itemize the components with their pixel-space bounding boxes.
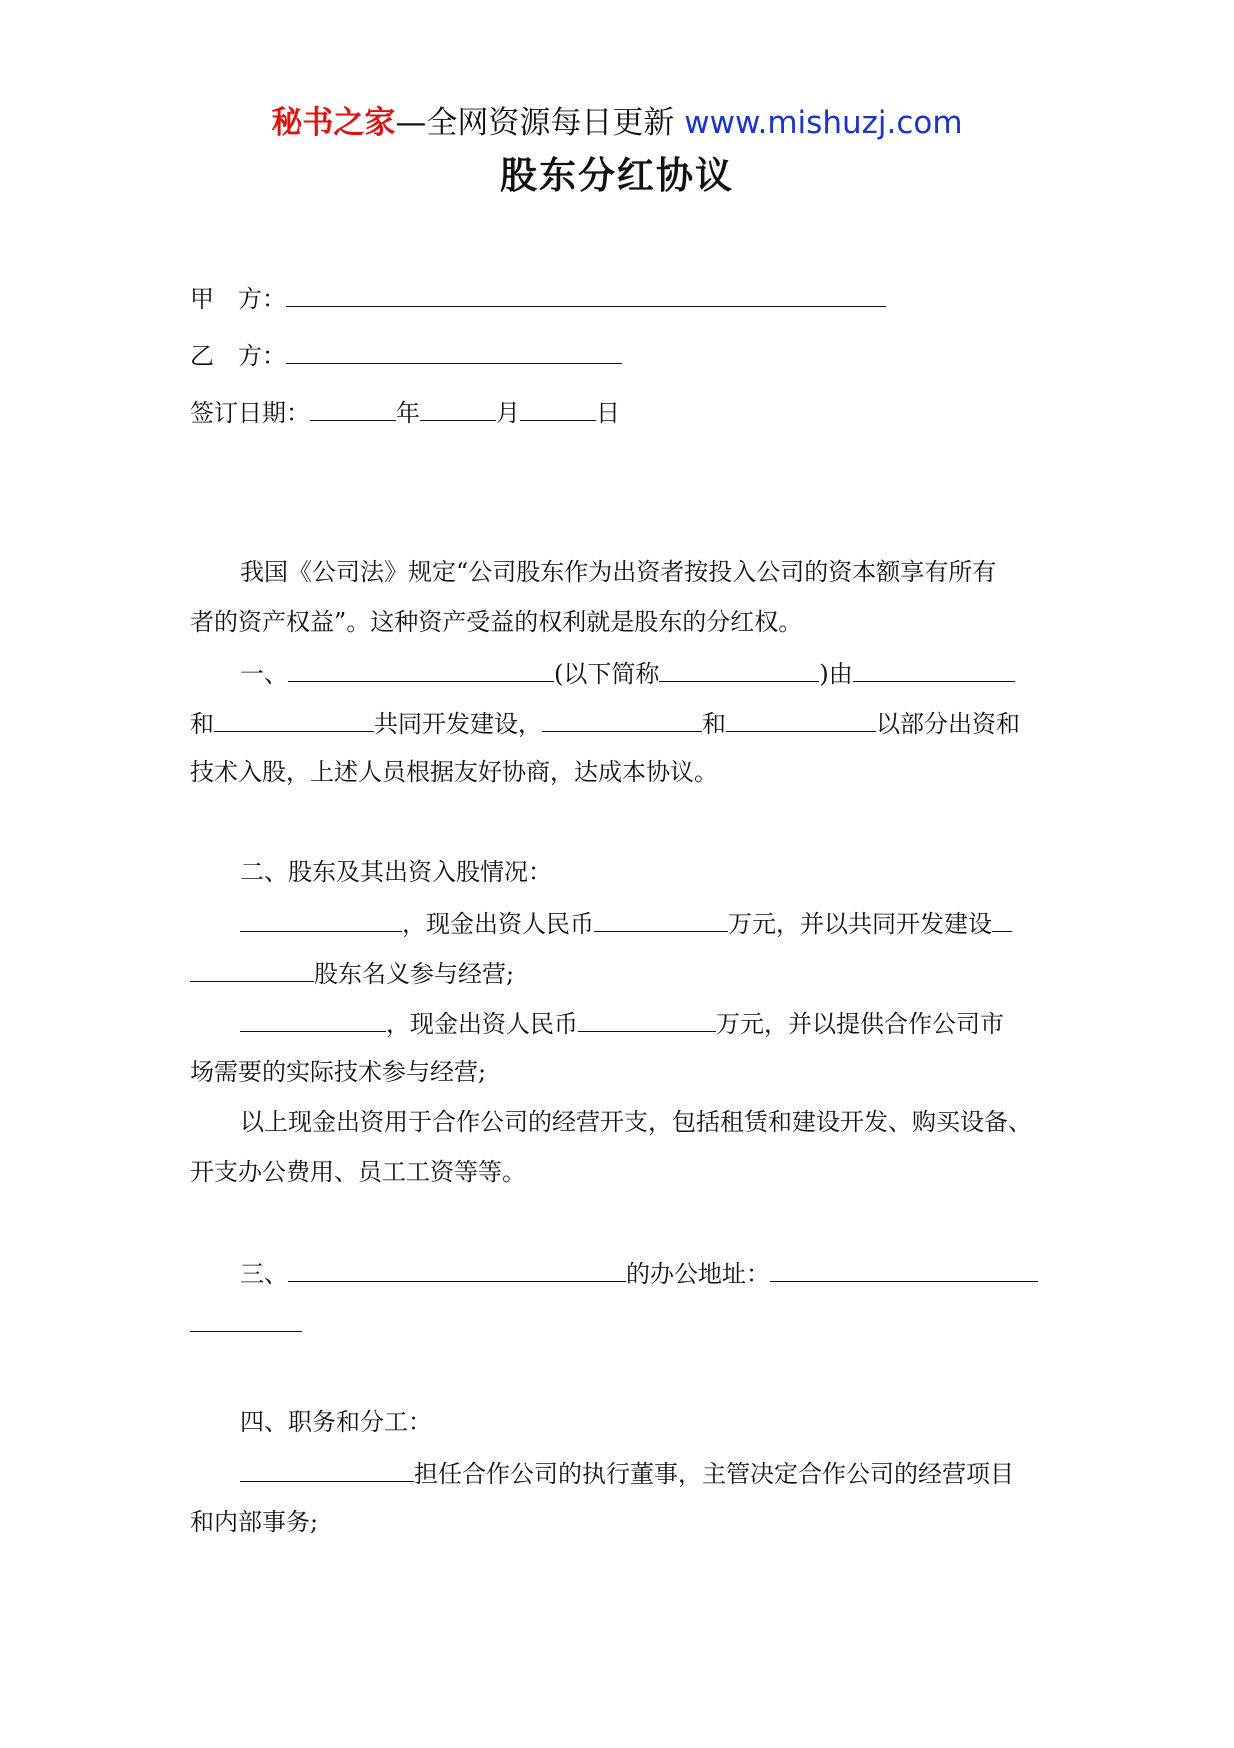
intro-line-2: 者的资产权益”。这种资产受益的权利就是股东的分红权。 <box>190 608 803 636</box>
investor-2-blank[interactable] <box>726 705 876 732</box>
shareholder-a-role: 股东名义参与经营; <box>314 960 515 988</box>
office-address-label: 的办公地址： <box>626 1260 770 1288</box>
shareholder-a-line-1 <box>240 905 1012 941</box>
section-1-line-3: 技术入股，上述人员根据友好协商，达成本协议。 <box>190 758 718 786</box>
shareholder-a-line-2 <box>190 955 514 991</box>
company-name-blank[interactable] <box>288 655 554 682</box>
party-a-line <box>190 280 886 316</box>
shareholder-a-amount-blank[interactable] <box>594 905 728 932</box>
party-b-label-tail: 方： <box>238 342 286 370</box>
shareholder-b-cash-label: ，现金出资人民币 <box>386 1010 578 1038</box>
shareholder-a-dev-blank-2[interactable] <box>190 955 314 982</box>
section-3-line-2 <box>190 1305 302 1341</box>
founder-2-blank[interactable] <box>214 705 374 732</box>
office-address-blank-2[interactable] <box>190 1305 302 1332</box>
section-4-heading: 四、职务和分工： <box>240 1408 432 1436</box>
close-by-label: )由 <box>819 660 853 688</box>
section-3-line-1 <box>240 1255 1038 1291</box>
sign-day-blank[interactable] <box>520 394 596 421</box>
abbr-blank[interactable] <box>659 655 819 682</box>
shareholder-b-amount-blank[interactable] <box>578 1005 716 1032</box>
site-url-link[interactable]: www.mishuzj.com <box>684 105 963 141</box>
and-label-2: 和 <box>702 710 726 738</box>
party-b-blank[interactable] <box>286 337 622 364</box>
shareholder-b-line-1 <box>240 1005 1004 1041</box>
day-label: 日 <box>596 399 620 427</box>
party-b-label: 乙 <box>190 342 214 370</box>
duty-text: 担任合作公司的执行董事，主管决定合作公司的经营项目 <box>414 1460 1014 1488</box>
shareholder-a-name-blank[interactable] <box>240 905 402 932</box>
abbr-label: (以下简称 <box>554 660 660 688</box>
sign-date-line <box>190 394 620 430</box>
party-a-label-tail: 方： <box>238 285 286 313</box>
investor-1-blank[interactable] <box>542 705 702 732</box>
party-a-label: 甲 <box>190 285 214 313</box>
office-address-blank[interactable] <box>770 1255 1038 1282</box>
sign-date-label: 签订日期： <box>190 399 310 427</box>
brand-name: 秘书之家 <box>271 105 396 141</box>
shareholder-b-line-2: 场需要的实际技术参与经营; <box>190 1058 487 1086</box>
shareholder-b-name-blank[interactable] <box>240 1005 386 1032</box>
shareholder-a-tail: 万元，并以共同开发建设 <box>728 910 992 938</box>
section-1-line-1 <box>240 655 1015 691</box>
section-1-line-2 <box>190 705 1020 741</box>
document-title: 股东分红协议 <box>500 153 734 197</box>
usage-line-2: 开支办公费用、员工工资等等。 <box>190 1158 526 1186</box>
shareholder-b-tail: 万元，并以提供合作公司市 <box>716 1010 1004 1038</box>
party-b-line <box>190 337 622 373</box>
office-company-blank[interactable] <box>288 1255 626 1282</box>
intro-line-1: 我国《公司法》规定“公司股东作为出资者按投入公司的资本额享有所有 <box>240 558 997 586</box>
founder-1-blank[interactable] <box>853 655 1015 682</box>
sign-year-blank[interactable] <box>310 394 396 421</box>
year-label: 年 <box>396 399 420 427</box>
duty-line-1 <box>240 1455 1014 1491</box>
partial-label: 以部分出资和 <box>876 710 1020 738</box>
section-2-heading: 二、股东及其出资入股情况： <box>240 858 552 886</box>
site-slogan: —全网资源每日更新 <box>395 105 685 141</box>
month-label: 月 <box>496 399 520 427</box>
site-header <box>0 100 1234 146</box>
party-a-blank[interactable] <box>286 280 886 307</box>
director-name-blank[interactable] <box>240 1455 414 1482</box>
shareholder-a-dev-blank[interactable] <box>992 905 1012 932</box>
co-dev-label: 共同开发建设， <box>374 710 542 738</box>
section-1-prefix: 一、 <box>240 660 288 688</box>
and-label: 和 <box>190 710 214 738</box>
duty-line-2: 和内部事务; <box>190 1508 319 1536</box>
section-3-prefix: 三、 <box>240 1260 288 1288</box>
sign-month-blank[interactable] <box>420 394 496 421</box>
shareholder-a-cash-label: ，现金出资人民币 <box>402 910 594 938</box>
usage-line-1: 以上现金出资用于合作公司的经营开支，包括租赁和建设开发、购买设备、 <box>240 1108 1032 1136</box>
